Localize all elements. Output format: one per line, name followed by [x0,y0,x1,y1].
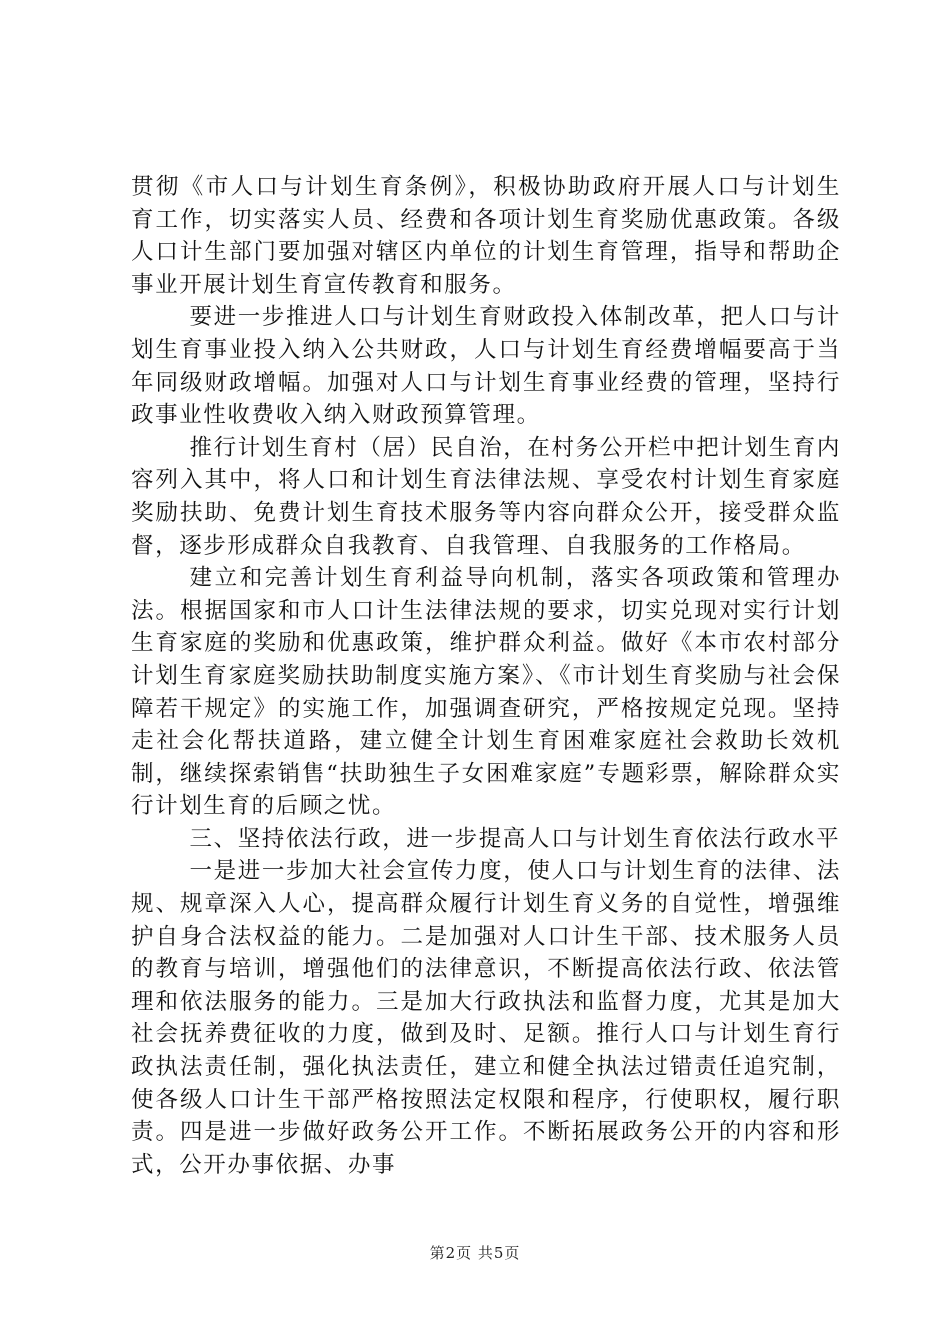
paragraph-village-autonomy: 推行计划生育村（居）民自治，在村务公开栏中把计划生育内容列入其中，将人口和计划生育法律法规、享受农村计划生育家庭奖励扶助、免费计划生育技术服务等内容向群众公开，接受群众监督，逐步形成群众自我教育、自我管理、自我服务的工作格局。 [131,434,841,559]
paragraph-finance-reform: 要进一步推进人口与计划生育财政投入体制改革，把人口与计划生育事业投入纳入公共财政，人口与计划生育经费增幅要高于当年同级财政增幅。加强对人口与计划生育事业经费的管理，坚持行政事业性收费收入纳入财政预算管理。 [131,304,841,429]
section-heading-3: 三、坚持依法行政，进一步提高人口与计划生育依法行政水平 [189,825,841,852]
paragraph-continued: 贯彻《市人口与计划生育条例》，积极协助政府开展人口与计划生育工作，切实落实人员、经费和各项计划生育奖励优惠政策。各级人口计生部门要加强对辖区内单位的计划生育管理，指导和帮助企事业开展计划生育宣传教育和服务。 [131,174,841,298]
page-number-footer: 第2页 共5页 [429,1244,521,1262]
paragraph-incentive-mechanism: 建立和完善计划生育利益导向机制，落实各项政策和管理办法。根据国家和市人口计生法律法规的要求，切实兑现对实行计划生育家庭的奖励和优惠政策，维护群众利益。做好《本市农村部分计划生育家庭奖励扶助制度实施方案》、《市计划生育奖励与社会保障若干规定》的实施工作，加强调查研究，严格按规定兑现。坚持走社会化帮扶道路，建立健全计划生育困难家庭社会救助长效机制，继续探索销售“扶助独生子女困难家庭”专题彩票，解除群众实行计划生育的后顾之忧。 [131,565,841,820]
document-body [131,171,841,1181]
paragraph-lawful-administration: 一是进一步加大社会宣传力度，使人口与计划生育的法律、法规、规章深入人心，提高群众履行计划生育义务的自觉性，增强维护自身合法权益的能力。二是加强对人口计生干部、技术服务人员的教育与培训，增强他们的法律意识，不断提高依法行政、依法管理和依法服务的能力。三是加大行政执法和监督力度，尤其是加大社会抚养费征收的力度，做到及时、足额。推行人口与计划生育行政执法责任制，强化执法责任，建立和健全执法过错责任追究制，使各级人口计生干部严格按照法定权限和程序，行使职权，履行职责。四是进一步做好政务公开工作。不断拓展政务公开的内容和形式，公开办事依据、办事 [131,858,841,1178]
